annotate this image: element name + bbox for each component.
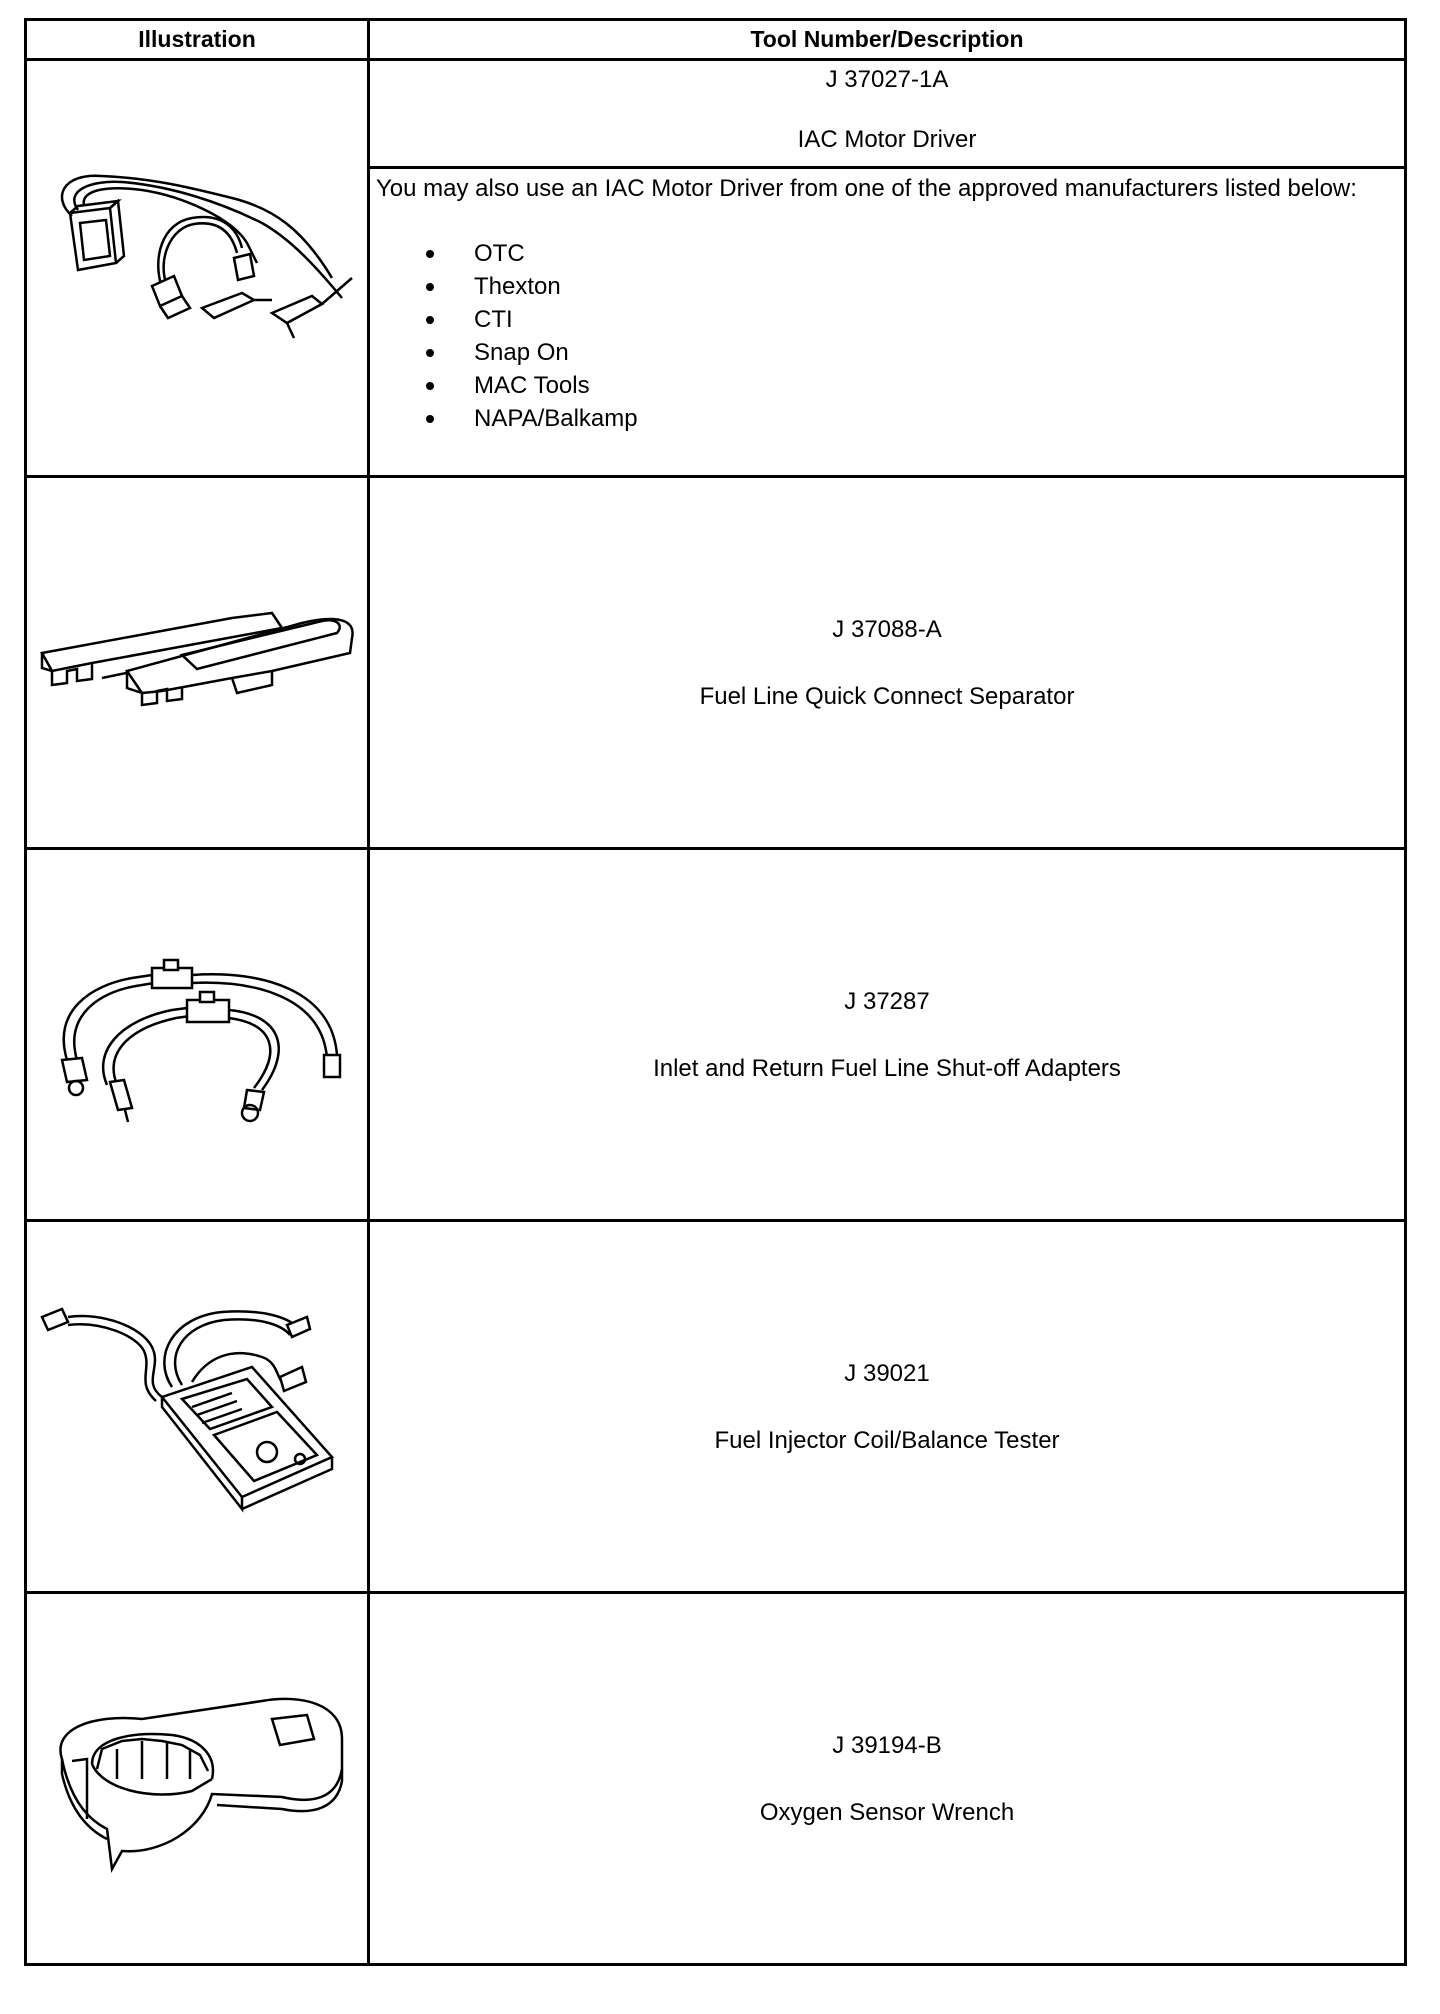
tool-number: J 37088-A (832, 615, 942, 643)
tool-name: Inlet and Return Fuel Line Shut-off Adapters (653, 1054, 1121, 1082)
shut-off-adapters-icon (32, 940, 362, 1130)
manufacturer-name: Snap On (474, 339, 569, 366)
table-row (26, 1593, 1406, 1965)
manufacturer-name: Thexton (474, 273, 561, 300)
tool-name: Fuel Injector Coil/Balance Tester (714, 1426, 1060, 1454)
list-item (370, 369, 1404, 402)
tool-name: Oxygen Sensor Wrench (759, 1798, 1015, 1826)
illustration-cell (26, 1221, 369, 1593)
tool-number: J 37287 (844, 987, 930, 1015)
manufacturer-note: You may also use an IAC Motor Driver from one of the approved manufacturers listed below: (376, 175, 1357, 202)
tool-table (24, 18, 1407, 1966)
bullet-icon (426, 250, 434, 258)
bullet-icon (426, 415, 434, 423)
fuel-line-separator-icon (32, 593, 362, 733)
list-item (370, 336, 1404, 369)
tool-title-cell (369, 1221, 1406, 1593)
injector-tester-icon (32, 1287, 362, 1527)
list-item (370, 237, 1404, 270)
tool-title-cell (369, 60, 1406, 168)
illustration-cell (26, 60, 369, 477)
header-row (26, 20, 1406, 60)
iac-motor-driver-icon (32, 168, 362, 368)
illustration-cell (26, 849, 369, 1221)
bullet-icon (426, 382, 434, 390)
list-item (370, 402, 1404, 435)
manufacturer-name: NAPA/Balkamp (474, 405, 638, 432)
tool-title-cell (369, 477, 1406, 849)
illustration-cell (26, 477, 369, 849)
tool-number: J 37027-1A (825, 66, 949, 93)
bullet-icon (426, 349, 434, 357)
description-header: Tool Number/Description (369, 20, 1406, 60)
list-item (370, 303, 1404, 336)
tool-title-cell (369, 849, 1406, 1221)
manufacturer-name: OTC (474, 240, 525, 267)
tool-name: IAC Motor Driver (797, 126, 977, 153)
list-item (370, 270, 1404, 303)
tool-number: J 39021 (844, 1359, 930, 1387)
bullet-icon (426, 316, 434, 324)
illustration-cell (26, 1593, 369, 1965)
table-row (26, 477, 1406, 849)
illustration-header: Illustration (26, 20, 369, 60)
table-row (26, 60, 1406, 168)
manufacturer-list (370, 237, 1404, 435)
manufacturer-cell (369, 168, 1406, 477)
oxygen-sensor-wrench-icon (32, 1679, 362, 1879)
bullet-icon (426, 283, 434, 291)
tool-title-cell (369, 1593, 1406, 1965)
table-row (26, 849, 1406, 1221)
manufacturer-name: CTI (474, 306, 513, 333)
tool-name: Fuel Line Quick Connect Separator (699, 682, 1075, 710)
tool-number: J 39194-B (832, 1731, 942, 1759)
table-row (26, 1221, 1406, 1593)
manufacturer-name: MAC Tools (474, 372, 590, 399)
